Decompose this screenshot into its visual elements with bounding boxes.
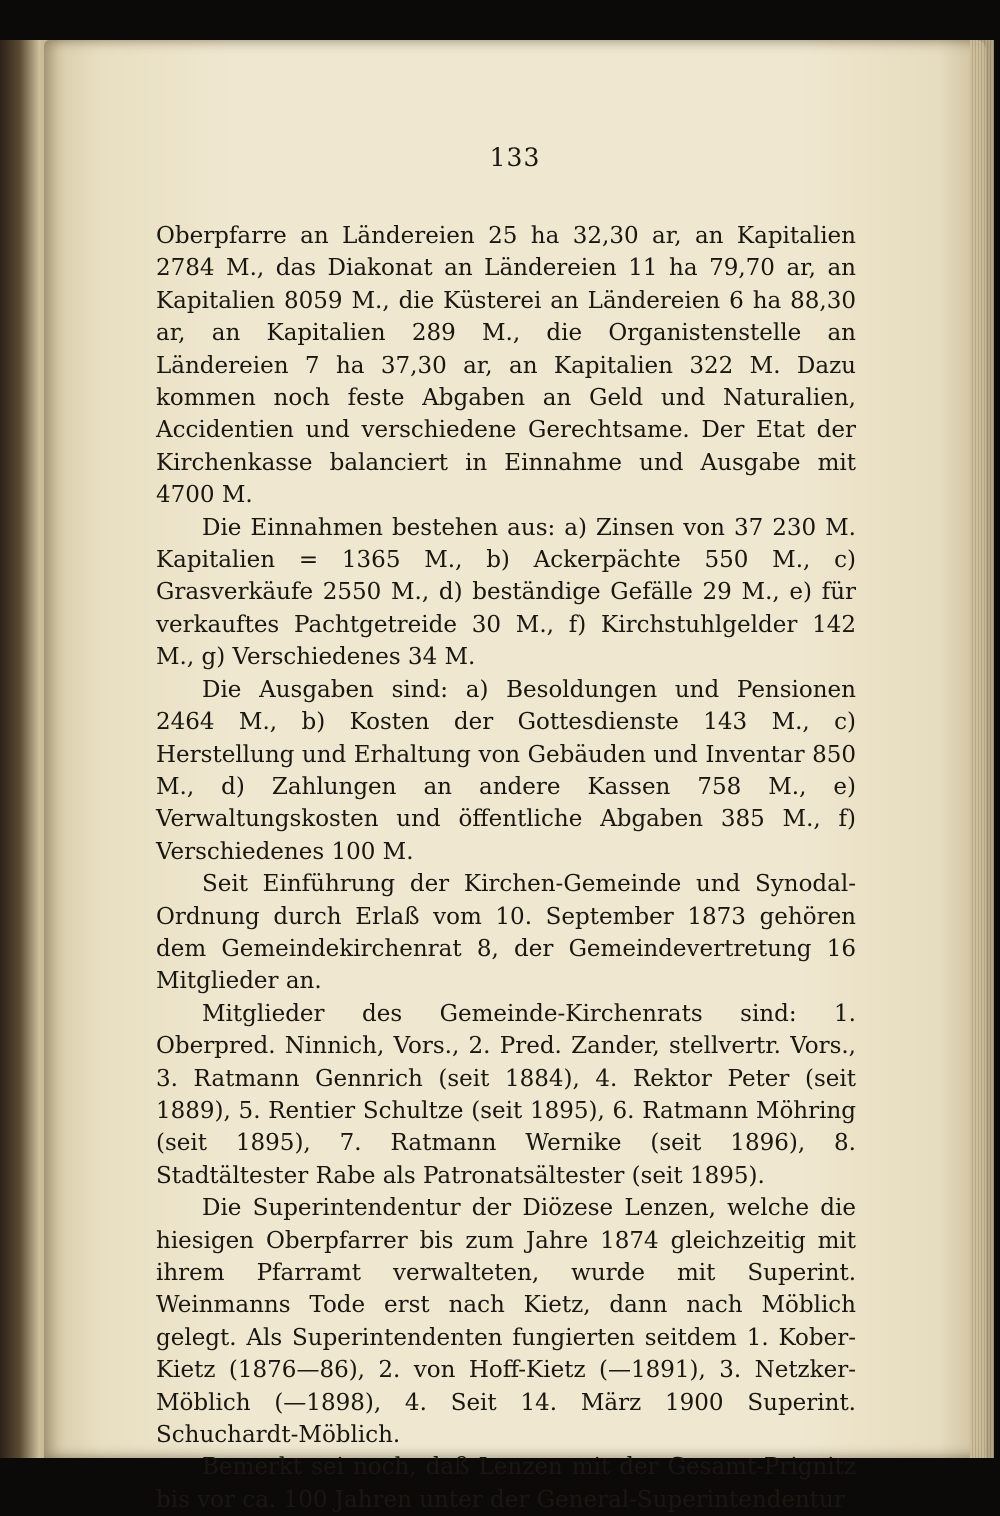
paragraph: Bemerkt sei noch, daß Lenzen mit der Gesamt-Prignitz bis vor ca. 100 Jahren unter der General-Superintendentur (156, 1454, 856, 1513)
paragraph: Die Einnahmen bestehen aus: a) Zinsen von 37 230 M. Kapitalien = 1365 M., b) Ackerpächte 550 M., c) Grasverkäufe 2550 M., d) beständige Gefälle 29 M., e) für verkauftes Pachtgetreide 30 M., f) Kirchstuhlgelder 142 M., g) Verschiedenes 34 M. (156, 514, 856, 671)
page-edges (970, 40, 994, 1458)
book-page (44, 40, 986, 1513)
page-number: 133 (489, 143, 541, 172)
paragraph: Die Superintendentur der Diözese Lenzen, welche die hiesigen Oberpfarrer bis zum Jahre 1874 gleichzeitig mit ihrem Pfarramt verwalteten, wurde mit Superint. Weinmanns Tode erst nach Kietz, dann nach Möblich gelegt. Als Superintendenten fungierten seitdem 1. Kober-Kietz (1876—86), 2. von Hoff-Kietz (—1891), 3. Netzker-Möblich (—1898), 4. Seit 14. März 1900 Superint. Schuchardt-Möblich. (156, 1195, 856, 1449)
paragraph: Seit Einführung der Kirchen-Gemeinde und Synodal-Ordnung durch Erlaß vom 10. September 1873 gehören dem Gemeindekirchenrat 8, der Gemeindevertretung 16 Mitglieder an. (156, 871, 856, 995)
paragraph: Die Ausgaben sind: a) Besoldungen und Pensionen 2464 M., b) Kosten der Gottesdienste 143 M., c) Herstellung und Erhaltung von Gebäuden und Inventar 850 M., d) Zahlungen an andere Kassen 758 M., e) Verwaltungskosten und öffentliche Abgaben 385 M., f) Verschiedenes 100 M. (156, 676, 856, 865)
page-text (156, 220, 856, 1516)
paragraph: Oberpfarre an Ländereien 25 ha 32,30 ar, an Kapitalien 2784 M., das Diakonat an Ländereien 11 ha 79,70 ar, an Kapitalien 8059 M., die Küsterei an Ländereien 6 ha 88,30 ar, an Kapitalien 289 M., die Organistenstelle an Ländereien 7 ha 37,30 ar, an Kapitalien 322 M. Dazu kommen noch feste Abgaben an Geld und Naturalien, Accidentien und verschiedene Gerechtsame. Der Etat der Kirchenkasse balanciert in Einnahme und Ausgabe mit 4700 M. (156, 223, 856, 509)
paragraph: Mitglieder des Gemeinde-Kirchenrats sind: 1. Oberpred. Ninnich, Vors., 2. Pred. Zander, stellvertr. Vors., 3. Ratmann Gennrich (seit 1884), 4. Rektor Peter (seit 1889), 5. Rentier Schultze (seit 1895), 6. Ratmann Möhring (seit 1895), 7. Ratmann Wernike (seit 1896), 8. Stadtältester Rabe als Patronatsältester (seit 1895). (156, 1000, 856, 1189)
